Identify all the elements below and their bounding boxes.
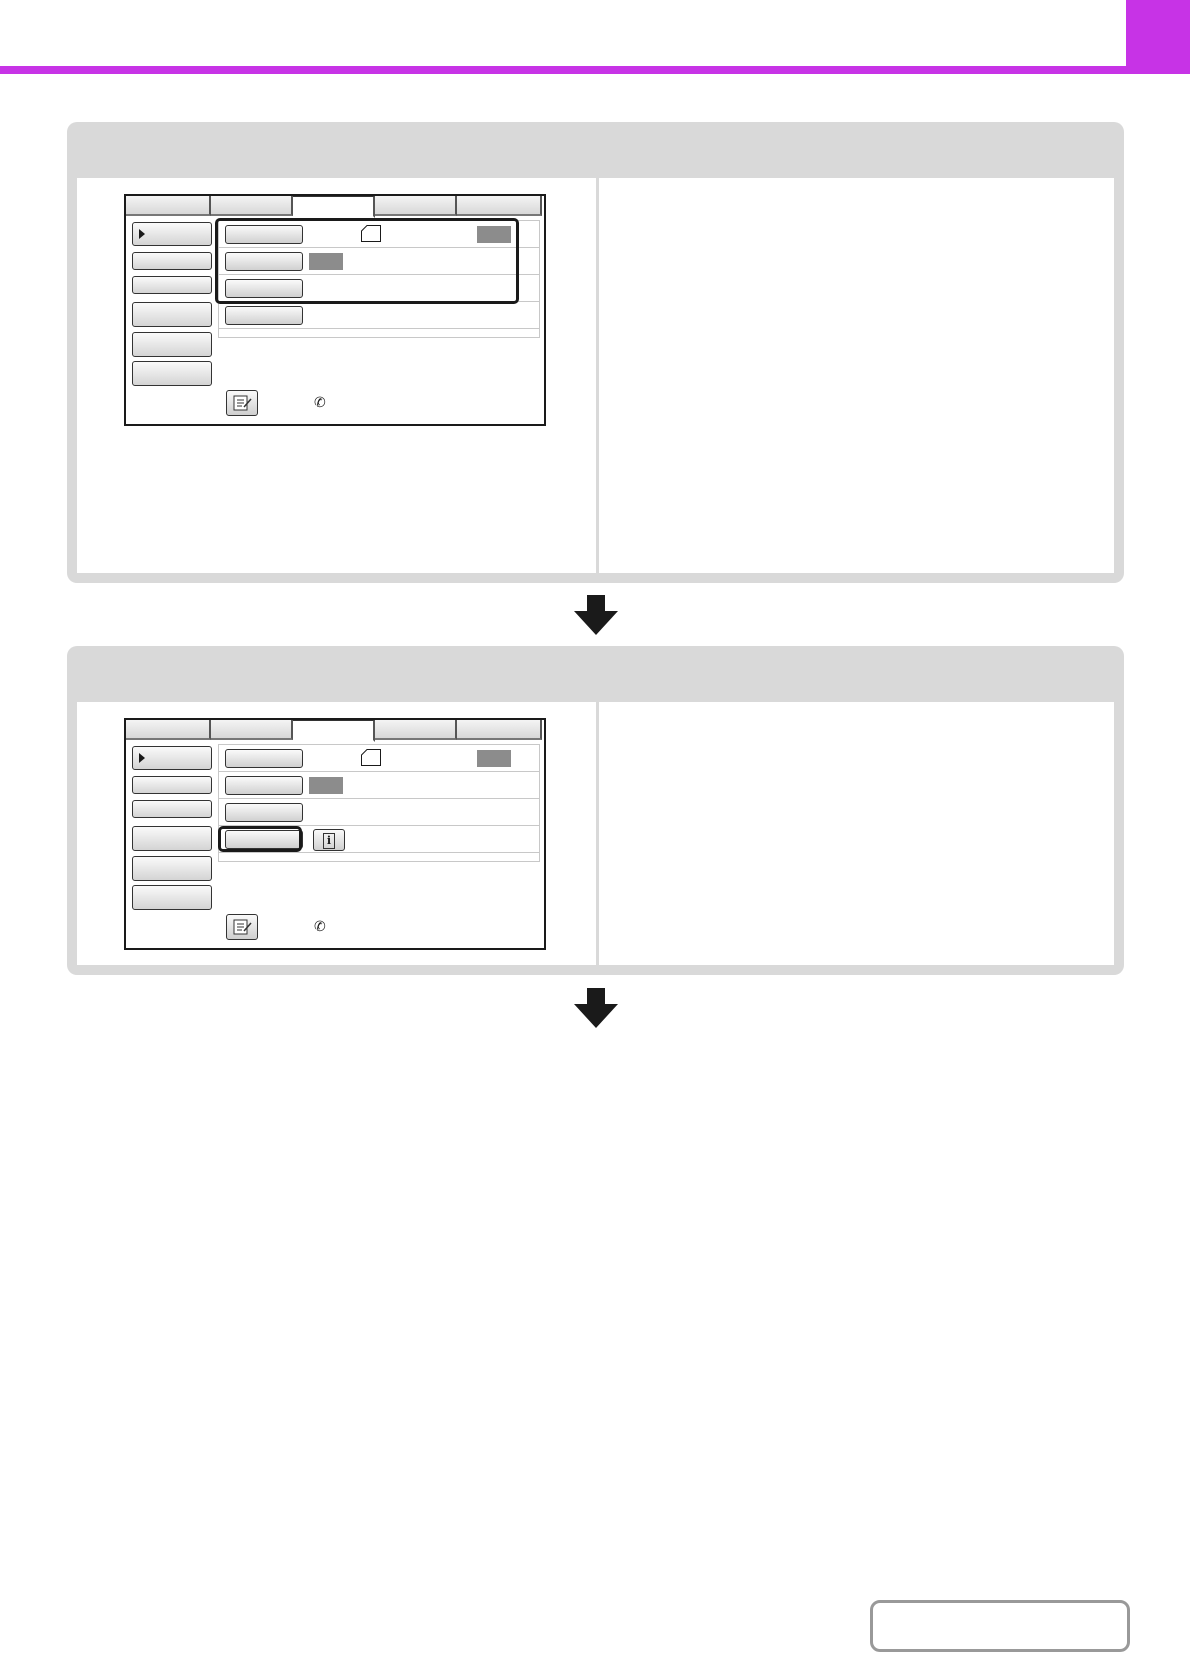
side-button-4[interactable] [132, 826, 212, 851]
highlight-frame [218, 826, 302, 852]
info-glyph: i [323, 833, 335, 849]
side-button-2[interactable] [132, 776, 212, 794]
screen-tab[interactable] [457, 720, 542, 740]
job-status-button[interactable] [226, 914, 258, 940]
phone-icon: ✆ [314, 918, 326, 934]
step-panel-1 [67, 122, 1124, 583]
step-title [89, 658, 1102, 688]
row-button-2[interactable] [225, 776, 303, 795]
control-panel-screen [124, 718, 546, 950]
triangle-right-icon [139, 229, 145, 239]
step-title [89, 134, 1102, 164]
settings-row-1 [219, 745, 539, 772]
settings-row-3 [219, 799, 539, 826]
row-button-4[interactable] [225, 306, 303, 325]
row-button-1[interactable] [225, 749, 303, 768]
side-button-2[interactable] [132, 252, 212, 270]
side-button-6[interactable] [132, 361, 212, 386]
step-body [77, 178, 1114, 573]
screen-tab-active[interactable] [293, 196, 375, 218]
screen-tabs [126, 196, 544, 216]
side-button-3[interactable] [132, 276, 212, 294]
gray-indicator [309, 777, 343, 794]
job-status-icon [227, 915, 257, 939]
highlight-frame [215, 218, 519, 304]
screen-tab[interactable] [126, 720, 211, 740]
row-button-3[interactable] [225, 803, 303, 822]
screen-tab[interactable] [375, 720, 457, 740]
gray-indicator [477, 750, 511, 767]
contents-button[interactable] [870, 1600, 1130, 1652]
screen-tab[interactable] [126, 196, 211, 216]
control-panel-screen [124, 194, 546, 426]
side-button-5[interactable] [132, 856, 212, 881]
screen-tab[interactable] [211, 196, 293, 216]
side-button-4[interactable] [132, 302, 212, 327]
screen-tabs [126, 720, 544, 740]
settings-row-4 [219, 302, 539, 329]
side-button-1[interactable] [132, 746, 212, 770]
down-arrow-icon [574, 595, 618, 635]
side-button-5[interactable] [132, 332, 212, 357]
step-divider [596, 178, 599, 573]
screen-tab[interactable] [457, 196, 542, 216]
phone-icon: ✆ [314, 394, 326, 410]
screen-tab-active[interactable] [293, 720, 375, 742]
step-panel-2 [67, 646, 1124, 975]
job-status-button[interactable] [226, 390, 258, 416]
step-divider [596, 702, 599, 965]
down-arrow-icon [574, 988, 618, 1028]
job-status-icon [227, 391, 257, 415]
side-button-6[interactable] [132, 885, 212, 910]
settings-row-2 [219, 772, 539, 799]
triangle-right-icon [139, 753, 145, 763]
side-button-1[interactable] [132, 222, 212, 246]
screen-tab[interactable] [375, 196, 457, 216]
screen-tab[interactable] [211, 720, 293, 740]
info-icon[interactable] [313, 829, 345, 851]
header-accent-line [0, 66, 1126, 74]
side-button-3[interactable] [132, 800, 212, 818]
step-body [77, 702, 1114, 965]
header-accent-tab [1126, 0, 1190, 74]
paper-orientation-icon [361, 749, 381, 766]
